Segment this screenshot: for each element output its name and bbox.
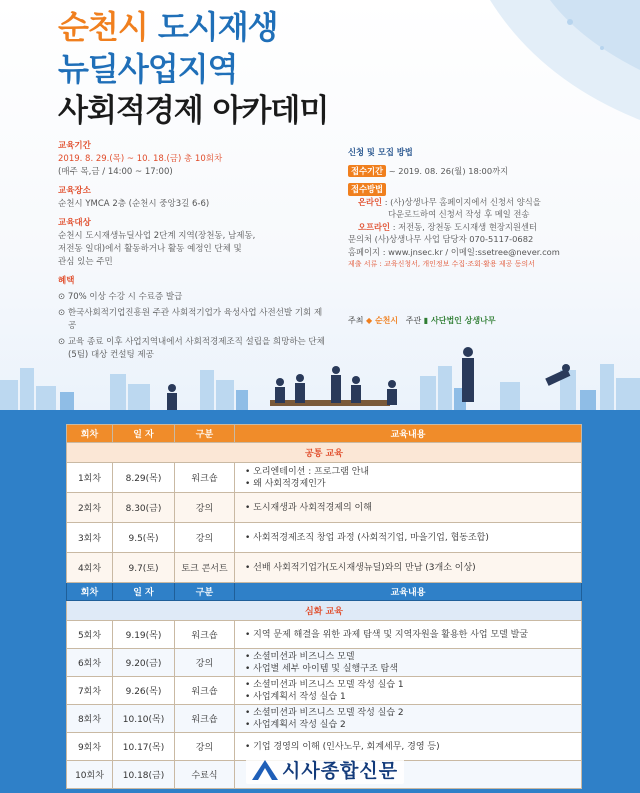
session-type: 워크숍 [175, 705, 235, 733]
session-type: 강의 [175, 733, 235, 761]
suncheon-logo: ◆ 순천시 [366, 315, 399, 325]
run-label: 주관 [405, 315, 422, 325]
benefit-3: ⊙ 교육 종료 이후 사업지역내에서 사회적경제조직 설립을 희망하는 단체(5팀) 대상 컨설팅 제공 [58, 337, 325, 360]
session-content [235, 705, 582, 733]
title-line3: 사회적경제 아카데미 [58, 93, 329, 129]
content-item: • 기업 경영의 이해 (인사노무, 회계세무, 경영 등) [245, 741, 581, 753]
col-date-2: 일 자 [113, 583, 175, 601]
session-date: 10.18(금) [113, 761, 175, 789]
place-heading: 교육장소 [58, 186, 91, 196]
homepage: 홈페이지 : www.jnsec.kr / 이메일:ssetree@never.com [348, 246, 560, 257]
host-value: 순천시 [374, 315, 399, 325]
content-item: • 사업계획서 작성 실습 1 [245, 691, 581, 703]
session-type: 강의 [175, 523, 235, 553]
content-item: • 왜 사회적경제인가 [245, 478, 581, 490]
table-row [67, 523, 582, 553]
target-heading: 교육대상 [58, 218, 91, 228]
session-date: 10.17(목) [113, 733, 175, 761]
method-chip: 접수방법 [348, 183, 386, 196]
offline-value: : 저전동, 장천동 도시재생 현장지원센터 [392, 221, 537, 232]
session-content [235, 523, 582, 553]
session-date: 9.26(목) [113, 677, 175, 705]
table-row [67, 463, 582, 493]
city-scene-illustration [0, 340, 640, 420]
online-value: : (사)상생나무 홈페이지에서 신청서 양식을 [384, 196, 541, 207]
session-number: 3회차 [67, 523, 113, 553]
header-row-1 [67, 425, 582, 443]
session-number: 10회차 [67, 761, 113, 789]
rows-common [67, 463, 582, 583]
contact: 문의처 (사)상생나무 사업 담당자 070-5117-0682 [348, 234, 534, 244]
session-date: 9.20(금) [113, 649, 175, 677]
submit-note: 제출 서류 : 교육신청서, 개인정보 수집·조회·활용 제공 동의서 [348, 260, 535, 268]
offline-label: 오프라인 [358, 221, 391, 232]
session-date: 10.10(목) [113, 705, 175, 733]
table-row [67, 649, 582, 677]
section-advanced [67, 601, 582, 621]
newspaper-watermark [246, 754, 404, 784]
session-type: 수료식 [175, 761, 235, 789]
corner-decoration [340, 0, 640, 120]
benefit-2: ⊙ 한국사회적기업진흥원 주관 사회적기업가 육성사업 사전선발 기회 제공 [58, 308, 323, 331]
content-item: • 도시재생과 사회적경제의 이해 [245, 502, 581, 514]
session-number: 9회차 [67, 733, 113, 761]
session-date: 9.5(목) [113, 523, 175, 553]
benefit-heading: 혜택 [58, 276, 75, 286]
session-date: 8.30(금) [113, 493, 175, 523]
info-left [58, 140, 328, 362]
content-item: • 사업별 세부 아이템 및 실행구조 탐색 [245, 663, 581, 675]
title-line2: 뉴딜사업지역 [58, 50, 238, 88]
session-number: 6회차 [67, 649, 113, 677]
content-item: • 소셜미션과 비즈니스 모델 작성 실습 1 [245, 679, 581, 691]
session-number: 8회차 [67, 705, 113, 733]
session-number: 4회차 [67, 553, 113, 583]
session-number: 1회차 [67, 463, 113, 493]
table-row [67, 621, 582, 649]
session-content [235, 649, 582, 677]
period-time: (매주 목,금 / 14:00 ~ 17:00) [58, 167, 173, 177]
table-row [67, 493, 582, 523]
title-city: 순천시 [58, 8, 148, 46]
target-line1: 순천시 도시재생뉴딜사업 2단계 지역(장천동, 남제동, [58, 231, 256, 241]
content-item: • 오리엔테이션 : 프로그램 안내 [245, 466, 581, 478]
session-number: 2회차 [67, 493, 113, 523]
online-value-2: 다운로드하여 신청서 작성 후 메일 전송 [388, 209, 530, 219]
period-heading: 교육기간 [58, 141, 91, 151]
target-line3: 관심 있는 주민 [58, 257, 113, 267]
online-label: 온라인 [358, 196, 383, 207]
session-type: 워크숍 [175, 677, 235, 705]
newspaper-name: 시사종합신문 [282, 759, 399, 782]
session-date: 8.29(목) [113, 463, 175, 493]
session-date: 9.19(목) [113, 621, 175, 649]
title-regen: 도시재생 [157, 8, 278, 46]
session-type: 강의 [175, 493, 235, 523]
col-date: 일 자 [113, 425, 175, 443]
section-advanced-label: 심화 교육 [67, 601, 582, 621]
content-item: • 선배 사회적기업가(도시재생뉴딜)와의 만남 (3개소 이상) [245, 562, 581, 574]
col-no-2: 회차 [67, 583, 113, 601]
content-item: • 사업계획서 작성 실습 2 [245, 719, 581, 731]
content-item: • 소셜미션과 비즈니스 모델 [245, 651, 581, 663]
col-type: 구분 [175, 425, 235, 443]
deadline-value: ~ 2019. 08. 26(월) 18:00까지 [388, 165, 509, 176]
section-common [67, 443, 582, 463]
schedule-table [66, 424, 582, 789]
content-item: • 소셜미션과 비즈니스 모델 작성 실습 2 [245, 707, 581, 719]
target-line2: 저전동 일대)에서 활동하거나 활동 예정인 단체 및 [58, 244, 242, 254]
col-content: 교육내용 [235, 425, 582, 443]
content-item: • 사회적경제조직 창업 과정 (사회적기업, 마을기업, 협동조합) [245, 532, 581, 544]
session-number: 5회차 [67, 621, 113, 649]
newspaper-logo-icon [252, 758, 278, 780]
deadline-chip: 접수기간 [348, 165, 386, 178]
col-no: 회차 [67, 425, 113, 443]
period-value: 2019. 8. 29.(목) ~ 10. 18.(금) 총 10회차 [58, 154, 223, 164]
session-content [235, 621, 582, 649]
session-date: 9.7(토) [113, 553, 175, 583]
table-row [67, 705, 582, 733]
session-content [235, 493, 582, 523]
run-value: 사단법인 상생나무 [430, 315, 496, 325]
poster-title [58, 6, 328, 132]
info-right [348, 146, 598, 327]
session-type: 워크숍 [175, 463, 235, 493]
session-content [235, 677, 582, 705]
sangsaeng-logo: ▮ 사단법인 상생나무 [423, 315, 496, 325]
content-item: • 지역 문제 해결을 위한 과제 탐색 및 지역자원을 활용한 사업 모델 발굴 [245, 629, 581, 641]
col-type-2: 구분 [175, 583, 235, 601]
session-type: 토크 콘서트 [175, 553, 235, 583]
benefit-1: ⊙ 70% 이상 수강 시 수료증 발급 [58, 292, 183, 302]
table-row [67, 677, 582, 705]
session-number: 7회차 [67, 677, 113, 705]
host-label: 주최 [348, 315, 364, 325]
session-content [235, 463, 582, 493]
table-row [67, 553, 582, 583]
section-common-label: 공통 교육 [67, 443, 582, 463]
session-type: 워크숍 [175, 621, 235, 649]
col-content-2: 교육내용 [235, 583, 582, 601]
place-value: 순천시 YMCA 2층 (순천시 중앙3길 6-6) [58, 199, 210, 209]
session-content [235, 553, 582, 583]
organizers [348, 315, 598, 328]
header-row-2 [67, 583, 582, 601]
apply-heading: 신청 및 모집 방법 [348, 147, 413, 157]
session-type: 강의 [175, 649, 235, 677]
